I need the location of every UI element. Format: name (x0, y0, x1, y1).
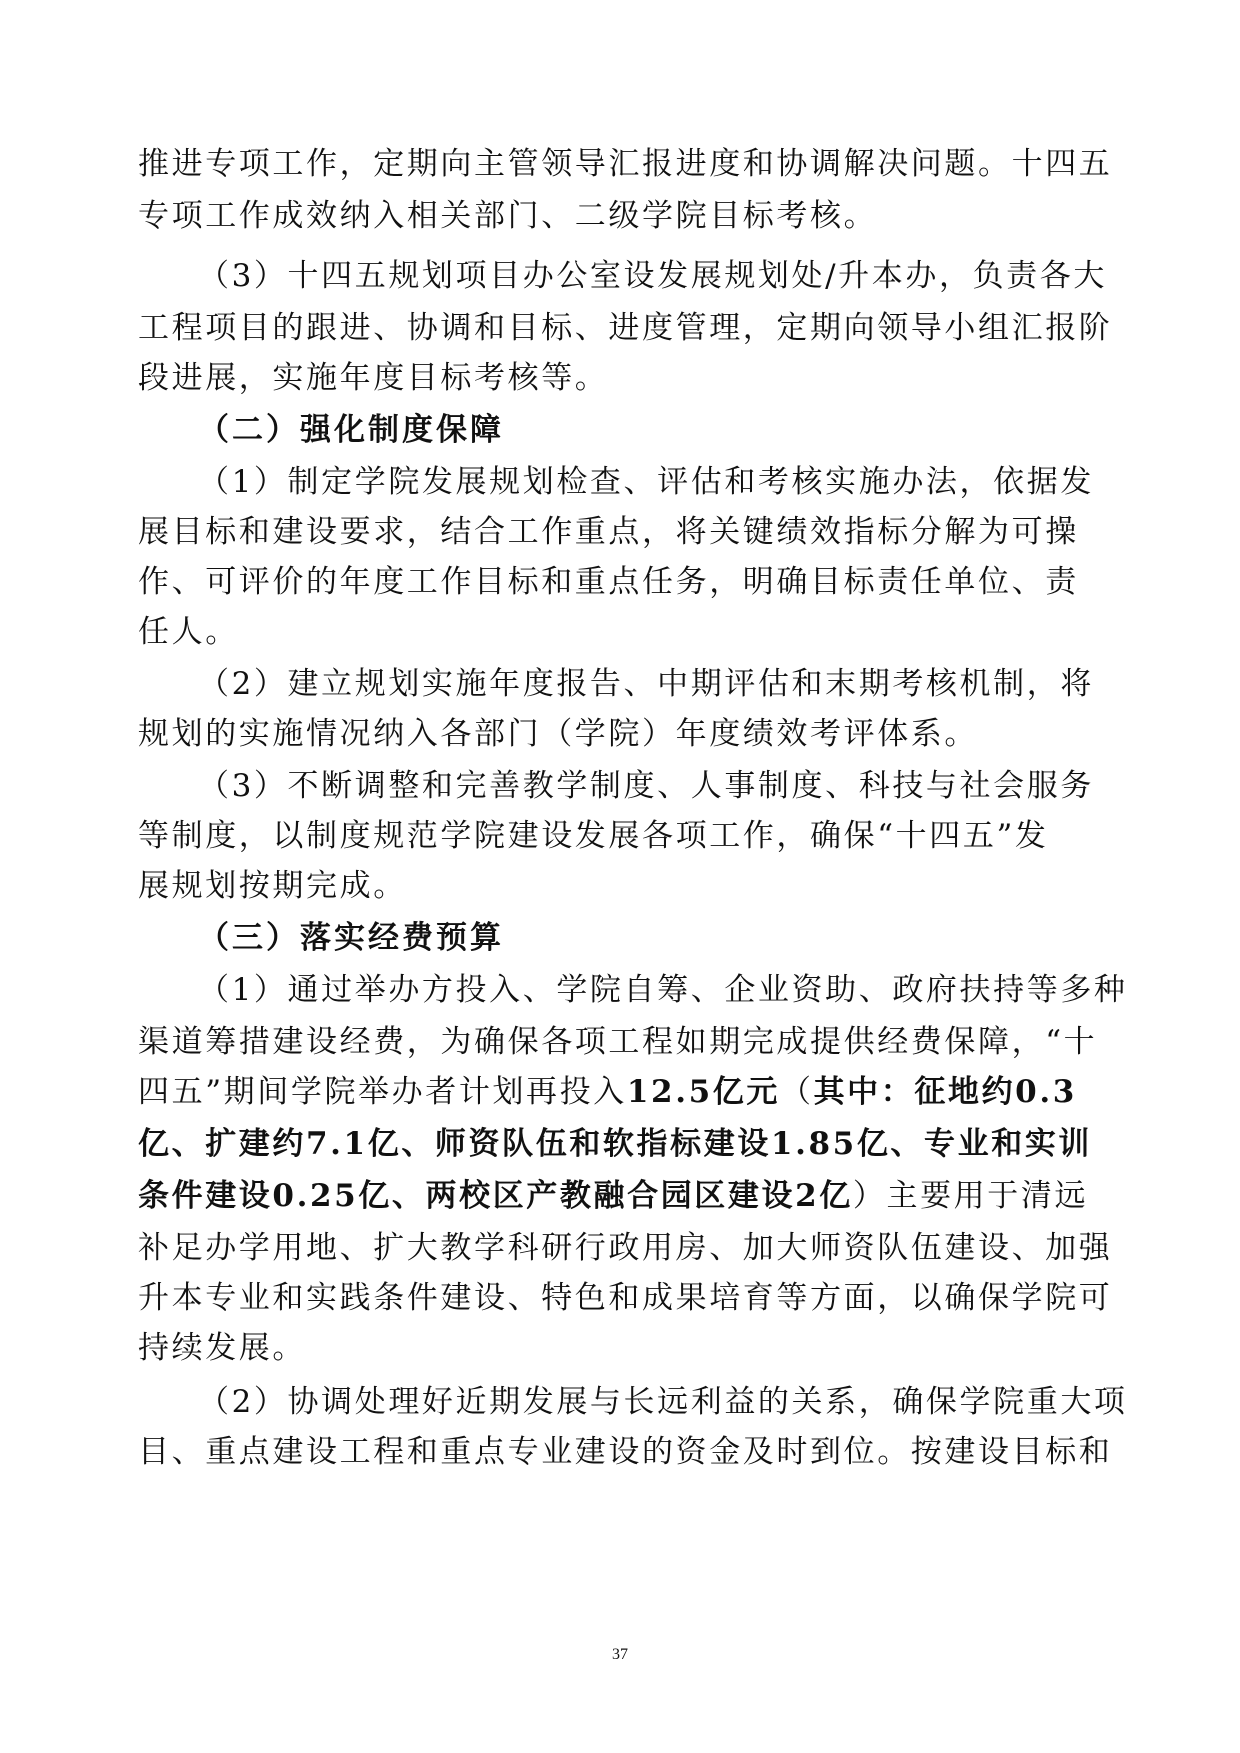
body-text-line: 规划的实施情况纳入各部门（学院）年度绩效考评体系。 (138, 716, 978, 752)
text-segment: 四五”期间学院举办者计划再投入 (138, 1074, 627, 1110)
body-text-line: 渠道筹措建设经费，为确保各项工程如期完成提供经费保障，“十 (138, 1024, 1098, 1060)
text-segment: ）主要用于清远 (852, 1178, 1089, 1214)
body-text-line (138, 1176, 1088, 1216)
body-text-line: 补足办学用地、扩大教学科研行政用房、加大师资队伍建设、加强 (138, 1230, 1113, 1266)
bold-amount: 12.5亿元 (626, 1074, 780, 1110)
body-text-line: 展规划按期完成。 (138, 868, 407, 904)
list-item-line: （3）不断调整和完善教学制度、人事制度、科技与社会服务 (198, 768, 1094, 804)
body-text-line: 任人。 (138, 614, 239, 650)
bold-breakdown-line: 亿、扩建约7.1亿、师资队伍和软指标建设1.85亿、专业和实训 (138, 1126, 1093, 1162)
body-text-line: 推进专项工作，定期向主管领导汇报进度和协调解决问题。十四五 (138, 146, 1113, 182)
list-item-line: （3）十四五规划项目办公室设发展规划处/升本办，负责各大 (198, 258, 1107, 294)
section-heading: （三）落实经费预算 (198, 920, 504, 956)
text-segment: （ (779, 1074, 814, 1110)
body-text-line: 持续发展。 (138, 1330, 306, 1366)
body-text-line: 工程项目的跟进、协调和目标、进度管理，定期向领导小组汇报阶 (138, 310, 1113, 346)
body-text-line: 升本专业和实践条件建设、特色和成果培育等方面，以确保学院可 (138, 1280, 1113, 1316)
section-heading: （二）强化制度保障 (198, 412, 504, 448)
body-text-line: 段进展，实施年度目标考核等。 (138, 360, 609, 396)
list-item-line: （2）协调处理好近期发展与长远利益的关系，确保学院重大项 (198, 1384, 1128, 1420)
bold-breakdown: 其中：征地约0.3 (813, 1074, 1077, 1110)
body-text-line: 展目标和建设要求，结合工作重点，将关键绩效指标分解为可操 (138, 514, 1079, 550)
body-text-line: 专项工作成效纳入相关部门、二级学院目标考核。 (138, 198, 878, 234)
list-item-line: （1）制定学院发展规划检查、评估和考核实施办法，依据发 (198, 464, 1094, 500)
body-text-line: 目、重点建设工程和重点专业建设的资金及时到位。按建设目标和 (138, 1434, 1113, 1470)
list-item-line: （1）通过举办方投入、学院自筹、企业资助、政府扶持等多种 (198, 972, 1128, 1008)
page-number: 37 (612, 1646, 628, 1663)
list-item-line: （2）建立规划实施年度报告、中期评估和末期考核机制，将 (198, 666, 1094, 702)
body-text-line (138, 1072, 1077, 1112)
body-text-line: 等制度，以制度规范学院建设发展各项工作，确保“十四五”发 (138, 818, 1049, 854)
bold-breakdown: 条件建设0.25亿、两校区产教融合园区建设2亿 (138, 1178, 853, 1214)
body-text-line: 作、可评价的年度工作目标和重点任务，明确目标责任单位、责 (138, 564, 1079, 600)
